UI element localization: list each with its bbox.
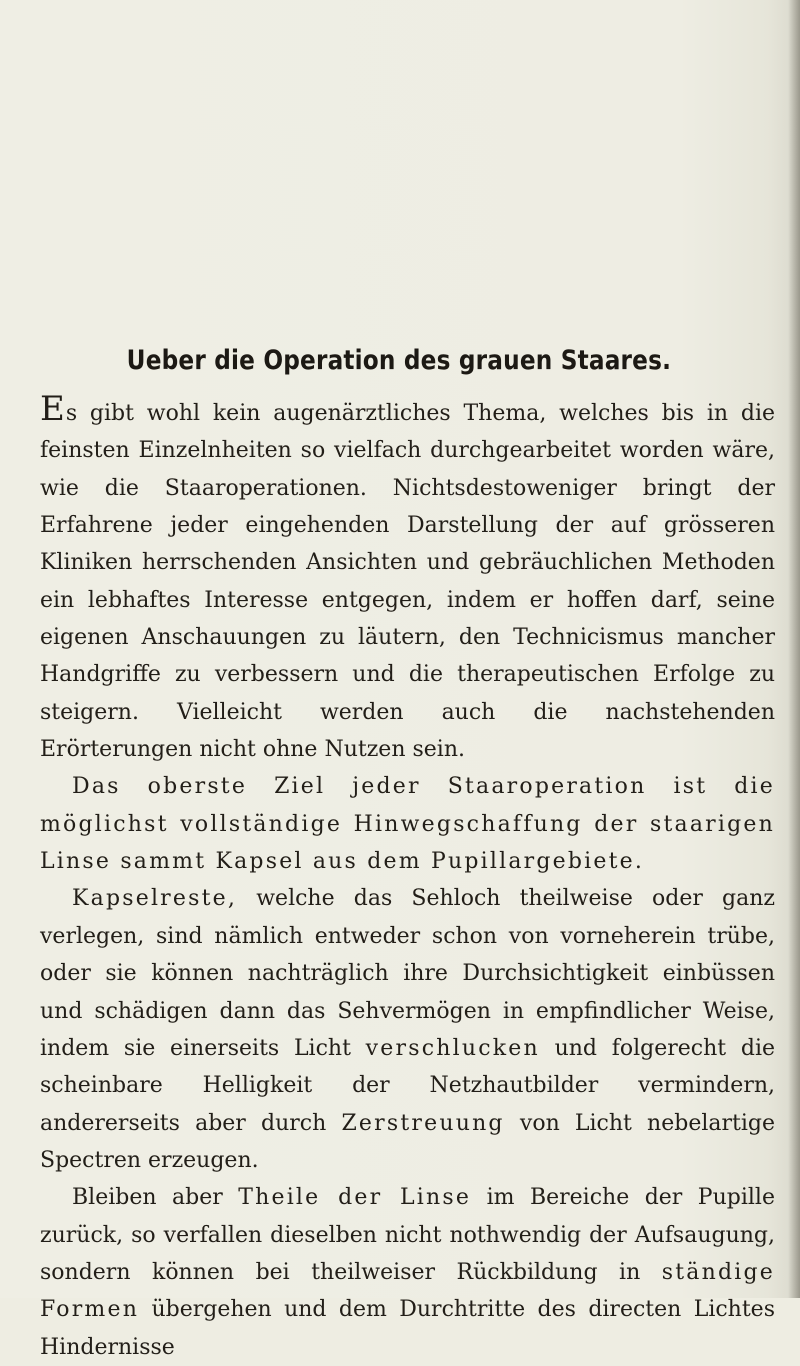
paragraph-1 [40, 389, 775, 768]
page-edge-shadow [788, 0, 800, 1298]
paragraph-3-emphasis-3: Zerstreuung [341, 1110, 505, 1136]
initial-letter: E [40, 389, 65, 429]
paragraph-4 [40, 1179, 775, 1366]
paragraph-4-emphasis-1: Theile der Linse [238, 1185, 472, 1211]
chapter-title: Ueber die Operation des grauen Staares. [126, 345, 672, 376]
paragraph-4-text-2: im Bereiche der Pupille zurück, so verfallen dieselben nicht nothwendig der Aufsaugung, sondern können bei theilweiser Rückbildung in [40, 1185, 775, 1285]
paragraph-4-text-1: Bleiben aber [72, 1185, 239, 1211]
body-text [40, 389, 776, 1366]
paragraph-4-emphasis-2: ständige Formen [40, 1259, 775, 1323]
paragraph-3-text-2: und folgerecht die scheinbare Helligkeit der Netzhautbilder vermindern, andererseits aber durch [40, 1035, 776, 1136]
paragraph-3-text-3: von Licht nebelartige Spectren erzeugen. [40, 1110, 775, 1173]
paragraph-3 [40, 880, 775, 1179]
paragraph-3-text-1: welche das Sehloch theilweise oder ganz verlegen, sind nämlich entweder schon von vorneherein trübe, oder sie können nachträglich ihre Durchsichtigkeit einbüssen und schädigen dann das Sehvermögen in empfindlicher Weise, indem sie einerseits Licht [40, 886, 775, 1061]
paragraph-1-text: s gibt wohl kein augenärztliches Thema, welches bis in die feinsten Einzelnheiten so vielfach durchgearbeitet worden wäre, wie die Staaroperationen. Nichtsdestoweniger bringt der Erfahrene jeder eingehenden Darstellung der auf grösseren Kliniken herrschenden Ansichten und gebräuchlichen Methoden ein lebhaftes Interesse entgegen, indem er hoffen darf, seine eigenen Anschauungen zu läutern, den Technicismus mancher Handgriffe zu verbessern und die therapeutischen Erfolge zu steigern. Vielleicht werden auch die nachstehenden Erörterungen nicht ohne Nutzen sein. [40, 401, 775, 763]
paragraph-2 [40, 768, 775, 880]
paragraph-3-emphasis-1: Kapselreste, [72, 886, 238, 912]
paragraph-3-emphasis-2: verschlucken [365, 1035, 540, 1061]
paragraph-4-text-3: übergehen und dem Durchtritte des directen Lichtes Hindernisse [40, 1297, 775, 1360]
paragraph-2-emphasis: Das oberste Ziel jeder Staaroperation ist die möglichst vollständige Hinwegschaffung der staarigen Linse sammt Kapsel aus dem Pupillargebiete. [40, 774, 775, 875]
